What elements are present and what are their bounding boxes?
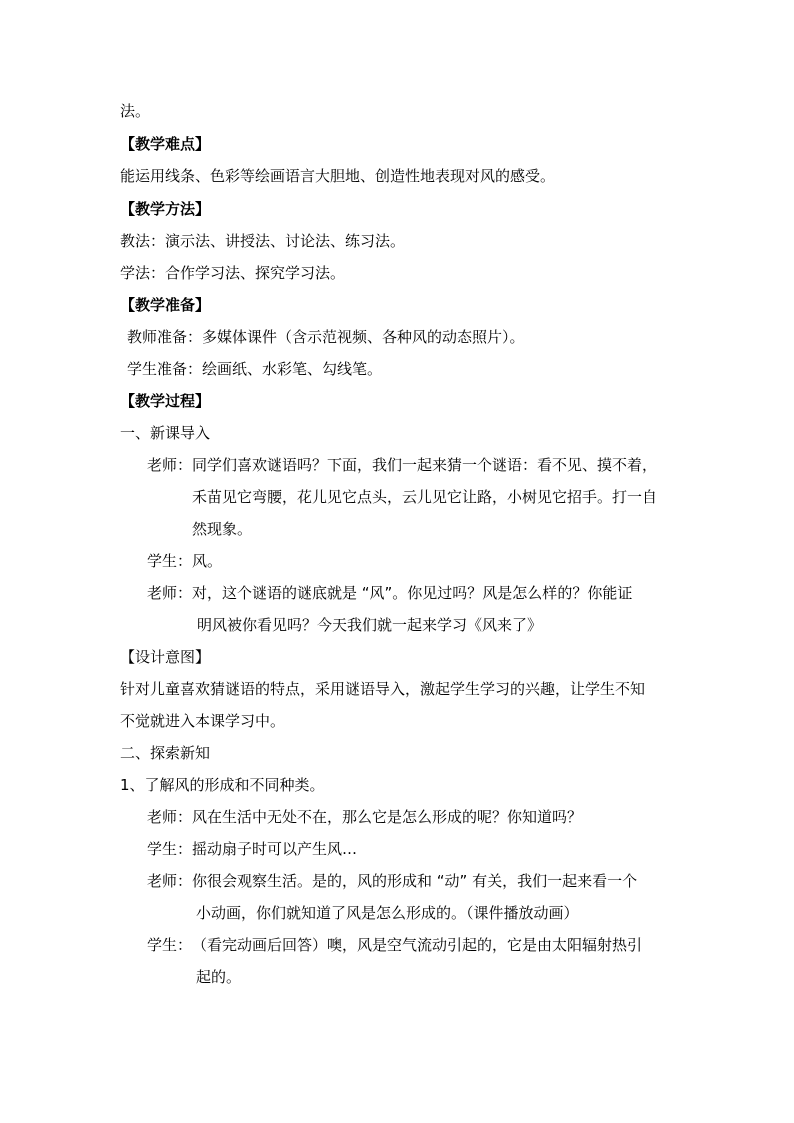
paragraph-design-intent: 针对儿童喜欢猜谜语的特点，采用谜语导入，激起学生学习的兴趣，让学生不知 <box>120 680 646 698</box>
dialogue-text: （看完动画后回答）噢，风是空气流动引起的，它是由太阳辐射热引 <box>192 936 643 954</box>
speaker-label: 老师： <box>147 808 193 826</box>
heading-teaching-process: 【教学过程】 <box>120 392 211 410</box>
dialogue-line <box>0 839 794 859</box>
dialogue-text: 你很会观察生活。是的，风的形成和 “动” 有关，我们一起来看一个 <box>192 872 638 890</box>
dialogue-text: 同学们喜欢谜语吗？下面，我们一起来猜一个谜语：看不见、摸不着， <box>192 456 658 474</box>
speaker-label: 学生： <box>147 840 193 858</box>
speaker-label: 老师： <box>147 456 193 474</box>
section-heading-new-lesson-intro: 一、新课导入 <box>120 424 211 442</box>
dialogue-continuation: 小动画，你们就知道了风是怎么形成的。（课件播放动画） <box>196 904 579 922</box>
dialogue-continuation: 然现象。 <box>192 520 253 538</box>
subsection-heading-wind-formation: 1、了解风的形成和不同种类。 <box>120 776 325 794</box>
paragraph-student-preparation: 学生准备：绘画纸、水彩笔、勾线笔。 <box>127 360 383 378</box>
dialogue-line <box>0 583 794 603</box>
dialogue-text: 对，这个谜语的谜底就是 “风”。你见过吗？风是怎么样的？你能证 <box>192 584 633 602</box>
speaker-label: 老师： <box>147 872 193 890</box>
speaker-label: 学生： <box>147 936 193 954</box>
dialogue-text: 摇动扇子时可以产生风… <box>192 840 358 858</box>
dialogue-text: 风。 <box>192 552 223 570</box>
dialogue-line <box>0 807 794 827</box>
speaker-label: 学生： <box>147 552 193 570</box>
heading-design-intent: 【设计意图】 <box>120 648 211 666</box>
section-heading-explore-new: 二、探索新知 <box>120 744 211 762</box>
dialogue-line <box>0 455 794 475</box>
dialogue-text: 风在生活中无处不在，那么它是怎么形成的呢？你知道吗？ <box>192 808 583 826</box>
text-line-fa: 法。 <box>120 102 151 120</box>
paragraph-teaching-difficulty: 能运用线条、色彩等绘画语言大胆地、创造性地表现对风的感受。 <box>120 167 556 185</box>
heading-teaching-preparation: 【教学准备】 <box>120 296 211 314</box>
dialogue-continuation: 明风被你看见吗？今天我们就一起来学习《风来了》 <box>197 616 543 634</box>
paragraph-teacher-preparation: 教师准备：多媒体课件（含示范视频、各种风的动态照片）。 <box>127 328 525 346</box>
heading-teaching-method: 【教学方法】 <box>120 200 211 218</box>
dialogue-line <box>0 935 794 955</box>
paragraph-design-intent-continuation: 不觉就进入本课学习中。 <box>120 712 286 730</box>
dialogue-line <box>0 551 794 571</box>
paragraph-learning-method: 学法：合作学习法、探究学习法。 <box>120 264 346 282</box>
dialogue-continuation: 禾苗见它弯腰，花儿见它点头，云儿见它让路，小树见它招手。打一自 <box>192 488 658 506</box>
dialogue-continuation: 起的。 <box>196 968 242 986</box>
speaker-label: 老师： <box>147 584 193 602</box>
heading-teaching-difficulty: 【教学难点】 <box>120 135 211 153</box>
dialogue-line <box>0 871 794 891</box>
paragraph-teaching-method: 教法：演示法、讲授法、讨论法、练习法。 <box>120 232 406 250</box>
